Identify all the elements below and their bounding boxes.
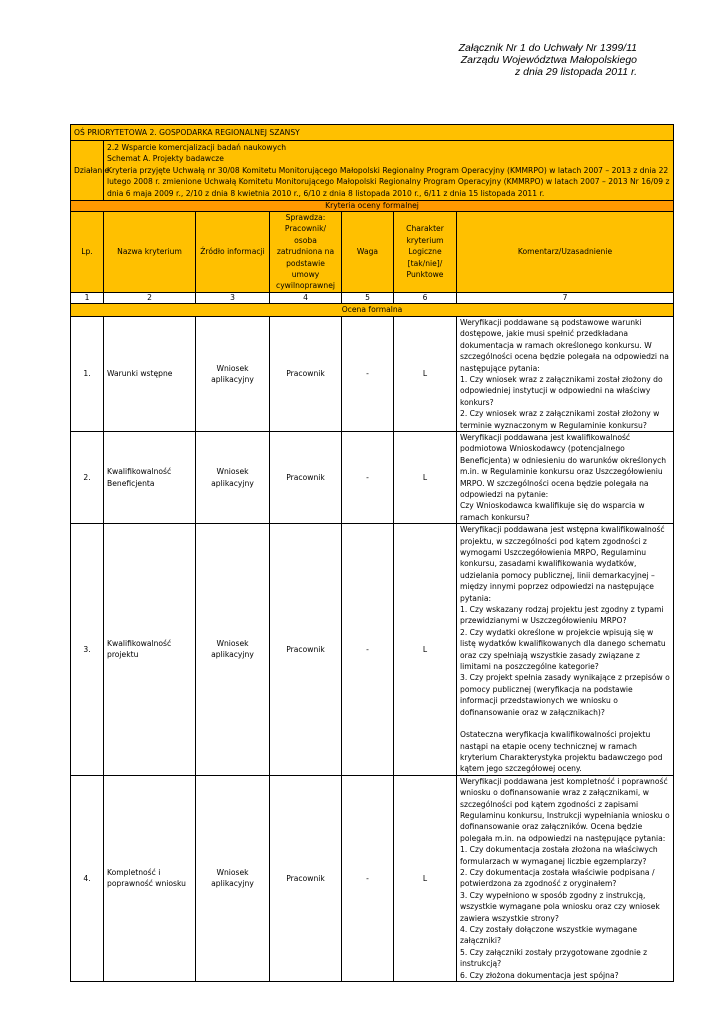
col-number: 6 — [394, 292, 457, 303]
comment-line: 2. Czy wydatki określone w projekcie wpisują się w listę wydatków kwalifikowanych dla danego schematu oraz czy spełniają wszystkie zasady związane z limitami na poszczególne kategorie? — [460, 627, 666, 672]
comment-line: Weryfikacji poddawana jest kwalifikowalność podmiotowa Wnioskodawcy (potencjalnego Beneficjenta) w odniesieniu do warunków określonych m.in. w Regulaminie konkursu oraz Uszczegółowieniu MRPO. W szczególności ocena będzie polegała na odpowiedzi na pytanie: — [460, 432, 667, 499]
col-number: 3 — [196, 292, 270, 303]
row-source: Wniosek aplikacyjny — [196, 775, 270, 981]
row-checker: Pracownik — [270, 316, 342, 431]
row-character: L — [394, 775, 457, 981]
action-line: Kryteria przyjęte Uchwałą nr 30/08 Komitetu Monitorującego Małopolski Regionalny Program Operacyjny (KMMRPO) w latach 2007 – 2013 z dnia 22 lutego 2008 r. zmienione Uchwałą Komitetu Monitorującego Małopolski Regionalny Program Operacyjny (KMMRPO) w latach 2007 – 2013 Nr 16/09 z dnia 6 maja 2009 r., 2/10 z dnia 8 kwietnia 2010 r., 6/10 z dnia 8 listopada 2010 r., 6/11 z dnia 15 listopada 2011 r. — [107, 165, 670, 198]
row-weight: - — [342, 775, 394, 981]
row-name: Kwalifikowalność Beneficjenta — [104, 431, 196, 523]
comment-line: 5. Czy załączniki zostały przygotowane zgodnie z instrukcją? — [460, 947, 648, 969]
row-checker: Pracownik — [270, 431, 342, 523]
row-character: L — [394, 431, 457, 523]
col-number: 2 — [104, 292, 196, 303]
comment-line: 1. Czy wniosek wraz z załącznikami został złożony do odpowiedniej instytucji w odpowiedni na właściwy konkurs? — [460, 374, 663, 407]
row-source: Wniosek aplikacyjny — [196, 524, 270, 776]
row-character: L — [394, 316, 457, 431]
comment-line: 1. Czy dokumentacja została złożona na właściwych formularzach w wymaganej liczbie egzemplarzy? — [460, 845, 658, 866]
comment-line: 1. Czy wskazany rodzaj projektu jest zgodny z typami przewidzianymi w Uszczegółowieniu MRPO? — [460, 605, 664, 626]
row-character: L — [394, 524, 457, 776]
row-lp: 1. — [71, 316, 104, 431]
comment-line: 2. Czy wniosek wraz z załącznikami został złożony w terminie wyznaczonym w Regulaminie konkursu? — [460, 409, 660, 430]
col-source: Źródło informacji — [196, 212, 270, 293]
row-comment — [457, 524, 674, 776]
row-name: Kompletność i poprawność wniosku — [104, 775, 196, 981]
row-source: Wniosek aplikacyjny — [196, 316, 270, 431]
criteria-header: Kryteria oceny formalnej — [71, 201, 674, 212]
attachment-line-3: z dnia 29 listopada 2011 r. — [514, 66, 637, 78]
row-lp: 2. — [71, 431, 104, 523]
attachment-line-2: Zarządu Województwa Małopolskiego — [460, 54, 637, 66]
action-label: Działanie — [71, 141, 104, 201]
row-weight: - — [342, 316, 394, 431]
action-line: 2.2 Wsparcie komercjalizacji badań naukowych — [107, 143, 287, 152]
comment-line: Weryfikacji poddawane są podstawowe warunki dostępowe, jakie musi spełnić przedkładana dokumentacja w ramach określonego konkursu. W szczególności ocena będzie polegała na odpowiedzi na następujące pytania: — [460, 317, 669, 373]
comment-line: 2. Czy dokumentacja została właściwie podpisana / potwierdzona za zgodność z oryginałem? — [460, 867, 655, 889]
col-name: Nazwa kryterium — [104, 212, 196, 293]
col-number: 1 — [71, 292, 104, 303]
row-lp: 4. — [71, 775, 104, 981]
priority-axis: OŚ PRIORYTETOWA 2. GOSPODARKA REGIONALNEJ SZANSY — [71, 125, 674, 141]
comment-spacer — [460, 718, 670, 729]
col-number: 5 — [342, 292, 394, 303]
comment-line: Weryfikacji poddawana jest kompletność i poprawność wniosku o dofinansowanie wraz z załącznikami, w szczególności pod kątem zgodności z zapisami Regulaminu konkursu, Instrukcji wypełniania wniosku o dofinansowanie oraz załączników. Ocena będzie polegała m.in. na odpowiedzi na następujące pytania: — [460, 776, 670, 843]
col-weight: Waga — [342, 212, 394, 293]
attachment-line-1: Załącznik Nr 1 do Uchwały Nr 1399/11 — [458, 42, 637, 54]
action-line: Schemat A. Projekty badawcze — [107, 154, 224, 164]
criteria-table — [70, 124, 674, 982]
row-comment — [457, 775, 674, 981]
row-name: Kwalifikowalność projektu — [104, 524, 196, 776]
table-row — [71, 524, 674, 776]
col-number: 4 — [270, 292, 342, 303]
row-comment — [457, 316, 674, 431]
comment-line: 4. Czy zostały dołączone wszystkie wymagane załączniki? — [460, 925, 638, 946]
section-title: Ocena formalna — [71, 303, 674, 316]
row-lp: 3. — [71, 524, 104, 776]
comment-line: 6. Czy złożona dokumentacja jest spójna? — [460, 970, 619, 980]
col-checker: Sprawdza: Pracownik/ osoba zatrudniona na podstawie umowy cywilnoprawnej — [270, 212, 342, 293]
col-number: 7 — [457, 292, 674, 303]
row-weight: - — [342, 524, 394, 776]
column-number-row — [71, 292, 674, 303]
row-name: Warunki wstępne — [104, 316, 196, 431]
table-row — [71, 775, 674, 981]
col-lp: Lp. — [71, 212, 104, 293]
table-row — [71, 316, 674, 431]
comment-line: 3. Czy projekt spełnia zasady wynikające z przepisów o pomocy publicznej (weryfikacja na podstawie informacji przedstawionych we wniosku o dofinansowanie oraz w załącznikach)? — [460, 673, 670, 717]
action-description — [104, 141, 674, 201]
comment-line: Weryfikacji poddawana jest wstępna kwalifikowalność projektu, w szczególności pod kątem zgodności z wymogami Uszczegółowienia MRPO, Regulaminu konkursu, zasadami kwalifikowania wydatków, udzielania pomocy publicznej, linii demarkacyjnej – między innymi poprzez odpowiedzi na następujące pytania: — [460, 525, 665, 603]
row-checker: Pracownik — [270, 524, 342, 776]
table-row — [71, 431, 674, 523]
comment-line: Czy Wnioskodawca kwalifikuje się do wsparcia w ramach konkursu? — [460, 501, 645, 522]
col-comment: Komentarz/Uzasadnienie — [457, 212, 674, 293]
row-comment — [457, 431, 674, 523]
attachment-header — [459, 42, 637, 78]
comment-line: Ostateczna weryfikacja kwalifikowalności projektu nastąpi na etapie oceny technicznej w ramach kryterium Charakterystyka projektu badawczego pod kątem jego szczegółowej oceny. — [460, 730, 663, 774]
col-character: Charakter kryterium Logiczne [tak/nie]/ Punktowe — [394, 212, 457, 293]
column-header-row — [71, 212, 674, 293]
comment-line: 3. Czy wypełniono w sposób zgodny z instrukcją, wszystkie wymagane pola wniosku oraz czy wniosek zawiera wszystkie strony? — [460, 890, 660, 923]
row-weight: - — [342, 431, 394, 523]
row-source: Wniosek aplikacyjny — [196, 431, 270, 523]
row-checker: Pracownik — [270, 775, 342, 981]
